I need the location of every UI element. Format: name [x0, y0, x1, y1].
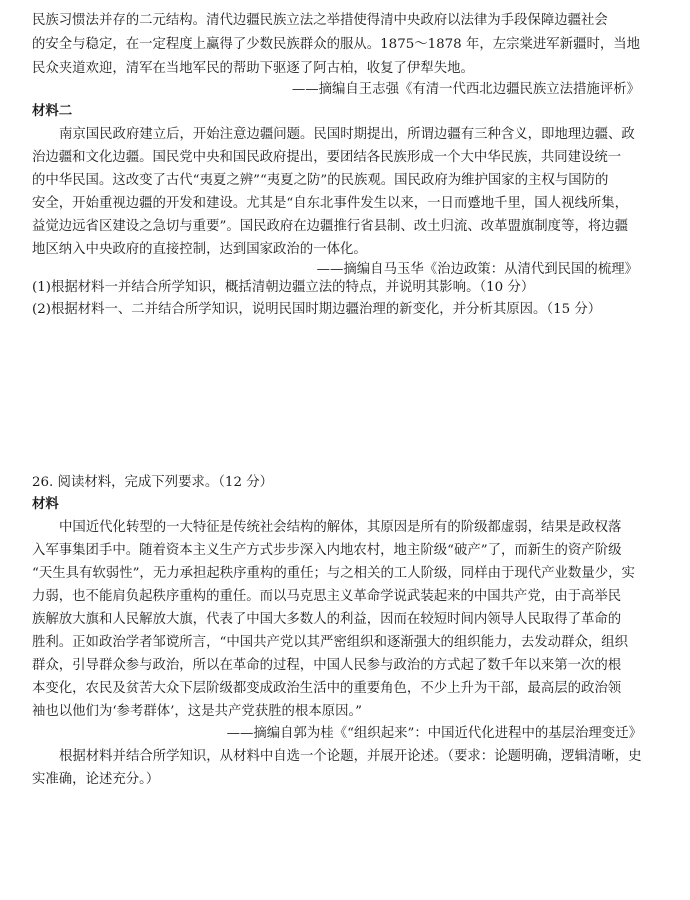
paragraph-line: 袖也以他们为‘参考群体’，这是共产党获胜的根本原因。” — [32, 704, 363, 719]
paragraph-line: 南京国民政府建立后，开始注意边疆问题。民国时期提出，所谓边疆有三种含义，即地理边疆、政 — [59, 127, 635, 142]
task-line: 实准确，论述充分。） — [32, 772, 160, 787]
subquestion-1: (1)根据材料一并结合所学知识，概括清朝边疆立法的特点，并说明其影响。（10 分） — [32, 280, 535, 295]
source-citation: ——摘编自马玉华《治边政策：从清代到民国的梳理》 — [316, 262, 638, 277]
section-title: 材料 — [32, 497, 59, 512]
paragraph-line: 族解放大旗和人民解放大旗，代表了中国大多数人的利益，因而在较短时间内领导人民取得了革命的 — [32, 612, 622, 627]
paragraph-line: 中国近代化转型的一大特征是传统社会结构的解体，其原因是所有的阶级都虚弱，结果是政权落 — [59, 520, 622, 535]
paragraph-line: 安全，开始重视边疆的开发和建设。尤其是“自东北事件发生以来，一日而蹙地千里，国人视线所集， — [32, 196, 629, 211]
task-line: 根据材料并结合所学知识，从材料中自选一个论题，并展开论述。（要求：论题明确，逻辑清晰，史 — [59, 749, 642, 764]
paragraph-line: 入军事集团手中。随着资本主义生产方式步步深入内地农村，地主阶级“破产”了，而新生的资产阶级 — [32, 543, 622, 558]
paragraph-line: 胜利。正如政治学者邹谠所言，“中国共产党以其严密组织和逐渐强大的组织能力，去发动群众，组织 — [32, 635, 629, 650]
paragraph-line: 民族习惯法并存的二元结构。清代边疆民族立法之举措使得清中央政府以法律为手段保障边疆社会 — [32, 13, 608, 28]
paragraph-line: 治边疆和文化边疆。国民党中央和国民政府提出，要团结各民族形成一个大中华民族，共同建设统一 — [32, 150, 622, 165]
paragraph-line: 群众，引导群众参与政治，所以在革命的过程，中国人民参与政治的方式起了数千年以来第一次的根 — [32, 658, 622, 673]
source-citation: ——摘编自王志强《有清一代西北边疆民族立法措施评析》 — [291, 82, 640, 97]
paragraph-line: 益觉边远省区建设之急切与重要”。国民政府在边疆推行省县制、改土归流、改革盟旗制度等，将边疆 — [32, 219, 629, 234]
paragraph-line: 力弱，也不能肩负起秩序重构的重任。而以马克思主义革命学说武装起来的中国共产党，由于高举民 — [32, 589, 622, 604]
paragraph-line: “天生具有软弱性”，无力承担起秩序重构的重任；与之相关的工人阶级，同样由于现代产业数量少，实 — [32, 566, 635, 581]
question-heading: 26. 阅读材料，完成下列要求。（12 分） — [32, 475, 274, 490]
paragraph-line: 本变化，农民及贫苦大众下层阶级都变成政治生活中的重要角色，不少上升为干部，最高层的政治领 — [32, 681, 622, 696]
paragraph-line: 民众夹道欢迎，清军在当地军民的帮助下驱逐了阿古柏，收复了伊犁失地。 — [32, 61, 474, 76]
paragraph-line: 的中华民国。这改变了古代“夷夏之辨”“夷夏之防”的民族观。国民政府为维护国家的主权与国防的 — [32, 173, 609, 188]
section-title: 材料二 — [32, 104, 73, 119]
paragraph-line: 的安全与稳定，在一定程度上赢得了少数民族群众的服从。1875～1878 年，左宗棠进军新疆时，当地 — [32, 37, 641, 52]
subquestion-2: (2)根据材料一、二并结合所学知识，说明民国时期边疆治理的新变化，并分析其原因。（15 分） — [32, 302, 602, 317]
paragraph-line: 地区纳入中央政府的直接控制，达到国家政治的一体化。 — [32, 242, 367, 257]
source-citation: ——摘编自郭为桂《“组织起来”：中国近代化进程中的基层治理变迁》 — [226, 726, 642, 741]
